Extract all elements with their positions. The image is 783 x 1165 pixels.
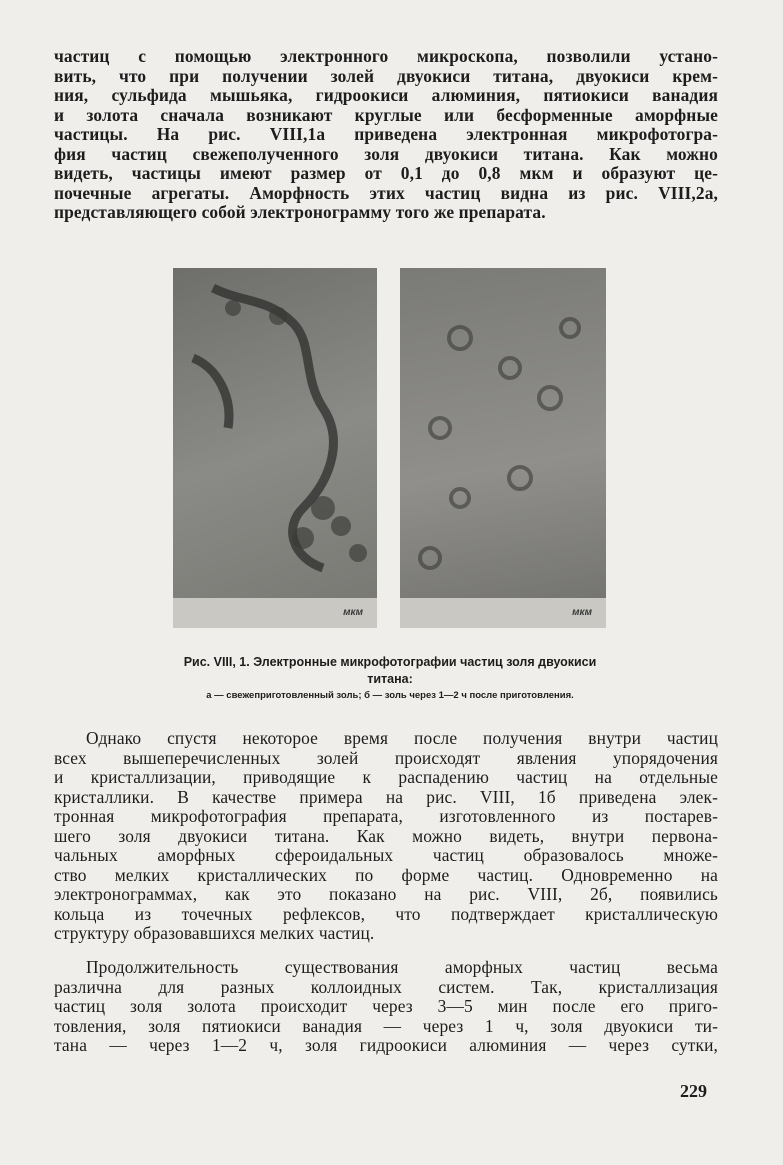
scale-label-a: мкм (343, 607, 363, 618)
text-line: Однако спустя некоторое время после получения внутри частиц (86, 728, 718, 748)
text-line: различна для разных коллоидных систем. Так, кристаллизация (54, 976, 718, 997)
text-line: структуру образовавшихся мелких частиц. (54, 923, 375, 944)
text-line: почечные агрегаты. Аморфность этих частиц видна из рис. VIII,2а, (54, 182, 718, 203)
text-line: товления, золя пятиокиси ванадия — через 1 ч, золя двуокиси ти- (54, 1015, 718, 1036)
text-line: частицы. На рис. VIII,1а приведена электронная микрофотогра- (54, 124, 718, 145)
text-line: и кристаллизации, приводящие к распадению частиц на отдельные (54, 767, 718, 788)
figure-caption-title-cont: титана: (367, 672, 413, 686)
text-line: и золота сначала возникают круглые или бесформенные аморфные (54, 104, 718, 125)
figure-caption-legend: а — свежеприготовленный золь; б — золь через 1—2 ч после приготовления. (206, 690, 574, 701)
text-line: вить, что при получении золей двуокиси титана, двуокиси крем- (54, 65, 718, 86)
paragraph-1 (54, 47, 718, 223)
text-line: частиц золя золота происходит через 3—5 мин после его приго- (54, 996, 718, 1017)
text-line: тана — через 1—2 ч, золя гидроокиси алюминия — через сутки, (54, 1035, 718, 1056)
micrograph-b (400, 268, 606, 628)
text-line: ния, сульфида мышьяка, гидроокиси алюминия, пятиокиси ванадия (54, 85, 718, 106)
micrograph-a-image (173, 268, 377, 598)
text-line: фия частиц свежеполученного золя двуокиси титана. Как можно (54, 143, 718, 164)
text-line: ство мелких кристаллических по форме частиц. Одновременно на (54, 864, 718, 885)
text-line: всех вышеперечисленных золей происходят явления упорядочения (54, 747, 718, 768)
scale-bar-b (400, 598, 606, 628)
text-line: тронная микрофотография препарата, изготовленного из постарев- (54, 806, 718, 827)
text-line: частиц с помощью электронного микроскопа, позволили устано- (54, 46, 718, 66)
micrograph-a (173, 268, 377, 628)
text-line: кольца из точечных рефлексов, что подтверждает кристаллическую (54, 903, 718, 924)
text-line: представляющего собой электронограмму того же препарата. (54, 202, 546, 223)
text-line: Продолжительность существования аморфных частиц весьма (86, 957, 718, 977)
figure-caption-title: Рис. VIII, 1. Электронные микрофотографии частиц золя двуокиси (183, 655, 597, 669)
paragraph-2 (54, 729, 718, 944)
text-line: видеть, частицы имеют размер от 0,1 до 0,8 мкм и образуют це- (54, 163, 718, 184)
scale-label-b: мкм (572, 607, 592, 618)
page-number: 229 (680, 1081, 707, 1101)
text-line: шего золя двуокиси титана. Как можно видеть, внутри первона- (54, 825, 718, 846)
scale-bar-a (173, 598, 377, 628)
text-line: чальных аморфных сфероидальных частиц образовалось множе- (54, 845, 718, 866)
micrograph-b-image (400, 268, 606, 598)
text-line: электронограммах, как это показано на рис. VIII, 2б, появились (54, 884, 718, 905)
paragraph-3 (54, 958, 718, 1056)
text-line: кристаллики. В качестве примера на рис. VIII, 1б приведена элек- (54, 786, 718, 807)
